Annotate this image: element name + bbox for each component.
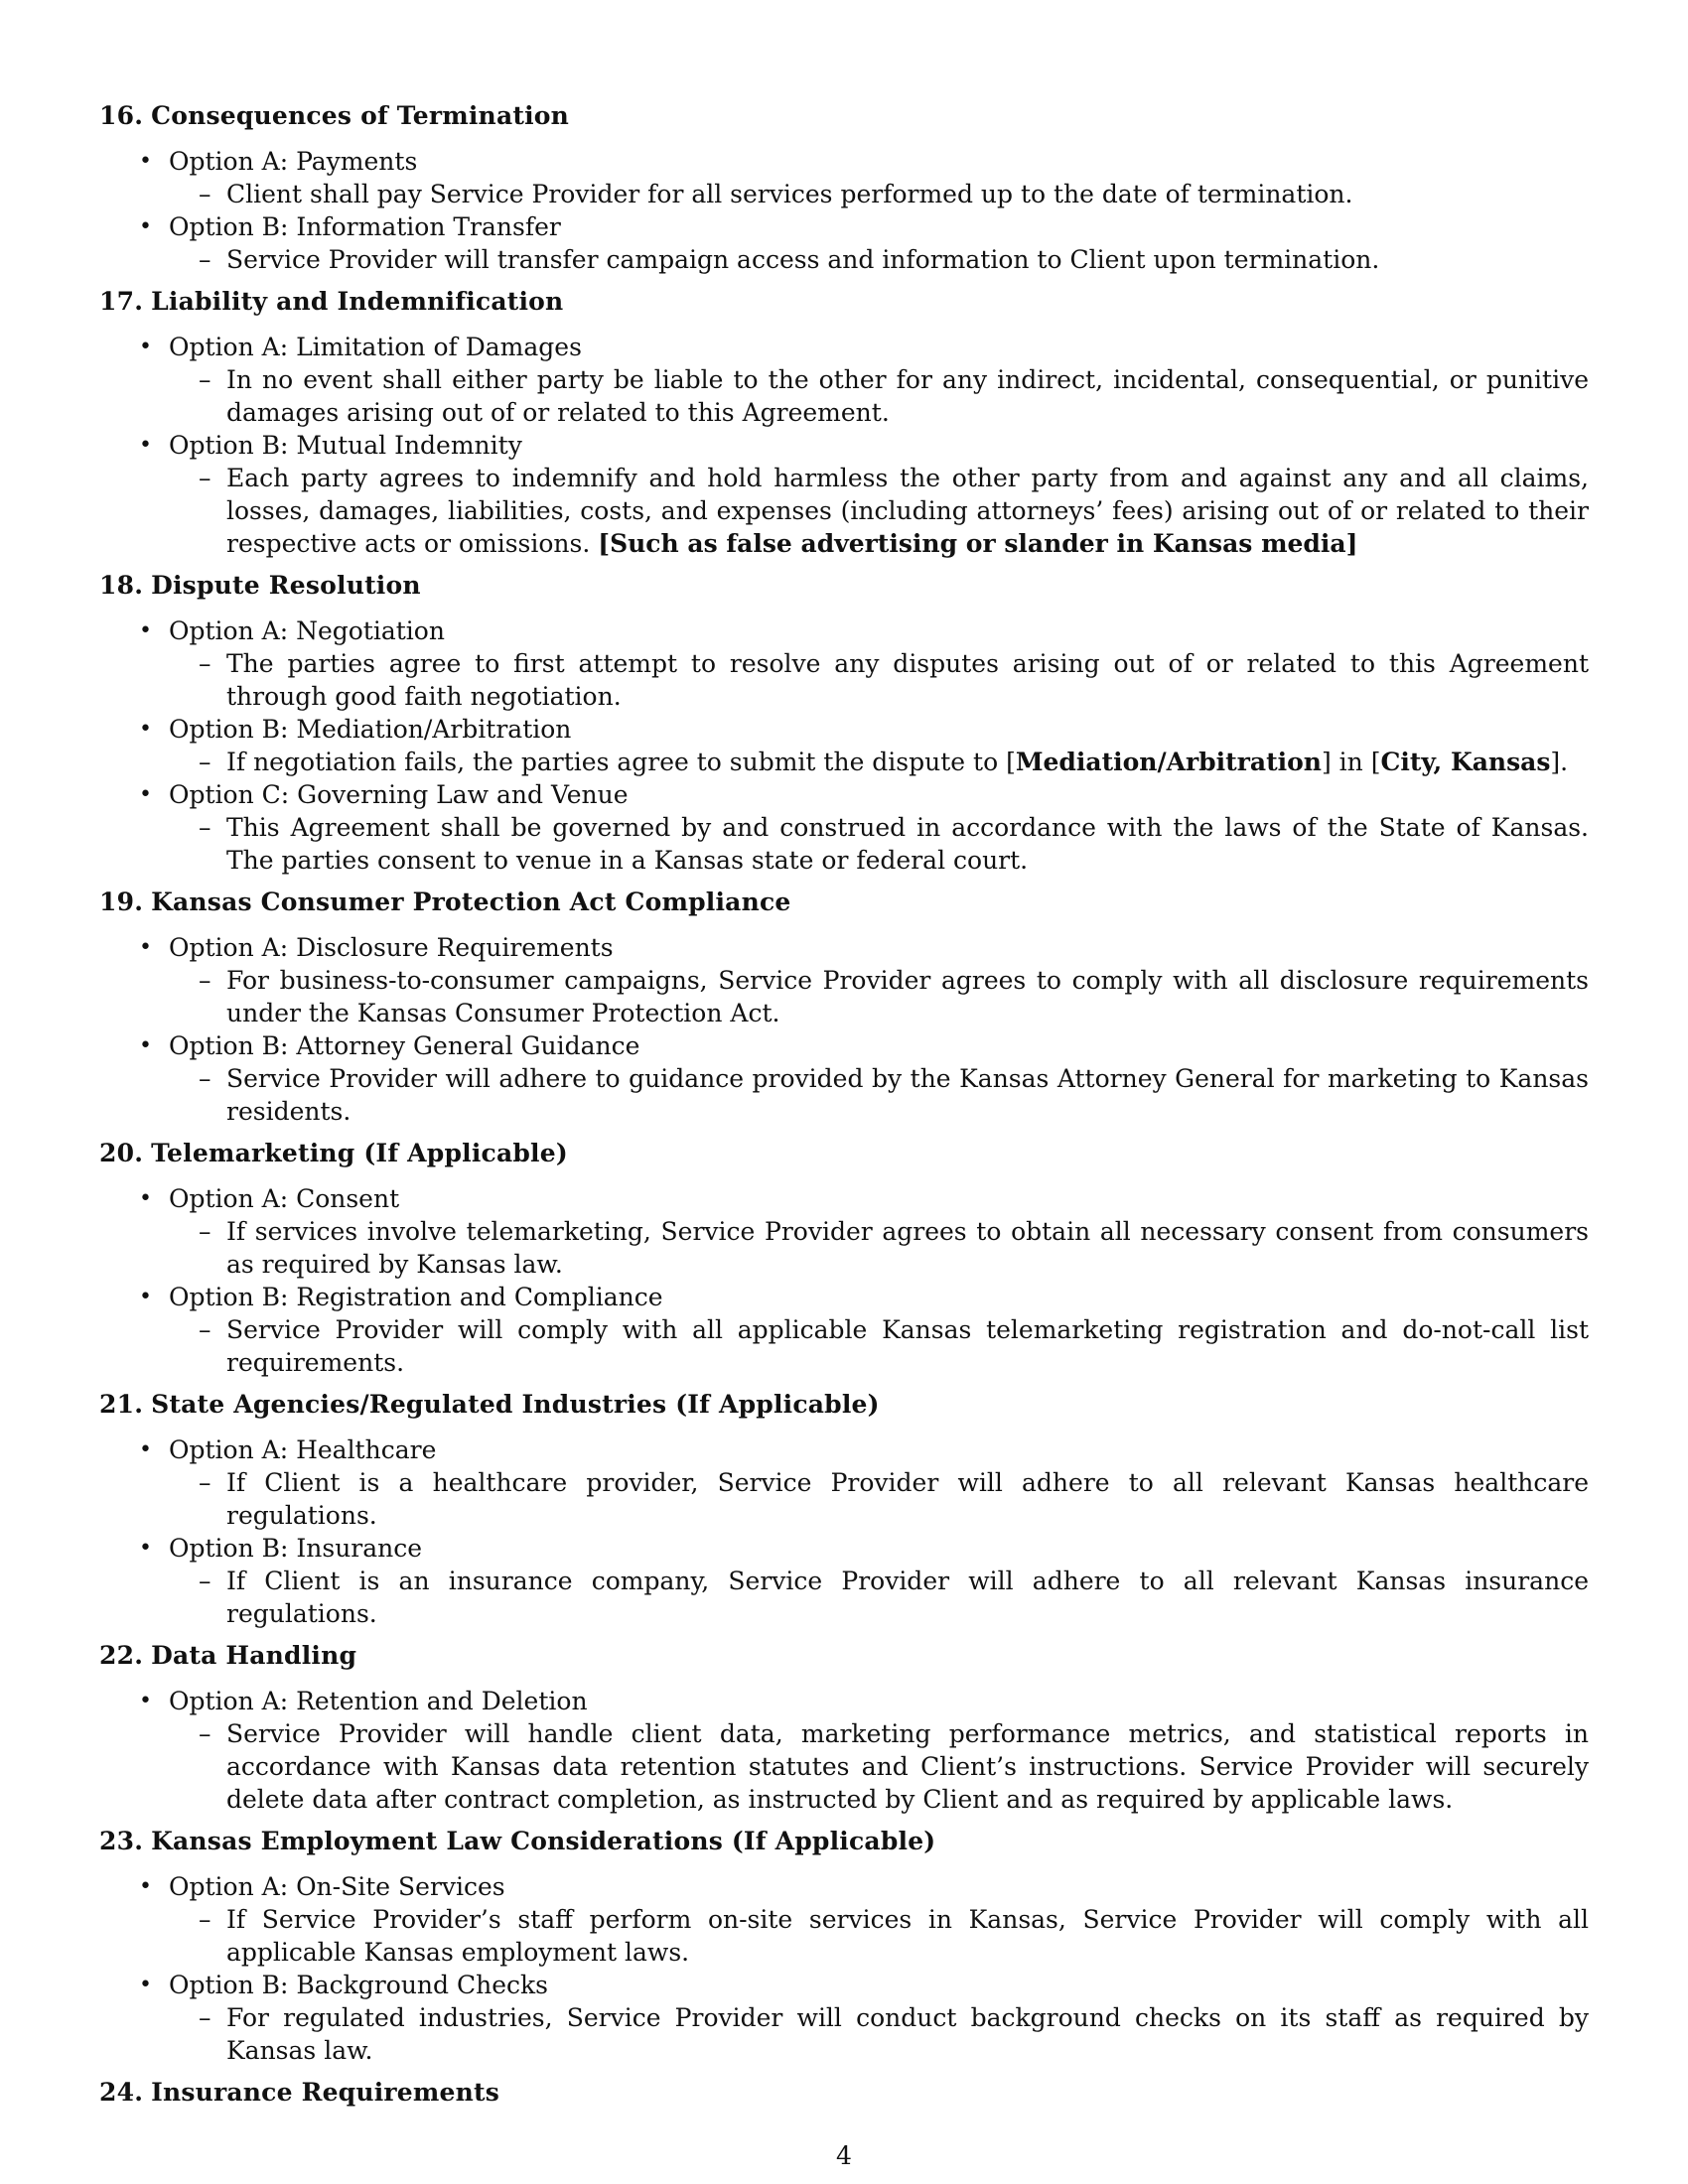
bullet-icon: •: [139, 717, 152, 742]
option-detail: [169, 1903, 1589, 1969]
option-label: Option A: On-Site Services: [169, 1872, 505, 1901]
section-number: 21.: [99, 1390, 144, 1419]
option-label: Option A: Limitation of Damages: [169, 333, 582, 361]
detail-text: If Client is an insurance company, Service Provider will adhere to all relevant Kansas insurance regulations.: [226, 1567, 1589, 1628]
section-heading: [99, 1137, 1589, 1169]
dash-icon: –: [199, 748, 211, 776]
option-label: Option A: Retention and Deletion: [169, 1687, 588, 1715]
option-list: [99, 1870, 1589, 2067]
dash-icon: –: [199, 245, 211, 274]
dash-icon: –: [199, 2003, 211, 2032]
section-title: Telemarketing (If Applicable): [151, 1139, 568, 1167]
option-detail: [169, 1062, 1589, 1128]
section-number: 18.: [99, 571, 144, 600]
option-label: Option A: Disclosure Requirements: [169, 933, 614, 962]
bullet-icon: •: [139, 433, 152, 458]
section-21: [99, 1388, 1589, 1630]
section-title: State Agencies/Regulated Industries (If Applicable): [151, 1390, 880, 1419]
option-label: Option A: Consent: [169, 1184, 400, 1213]
bullet-icon: •: [139, 214, 152, 239]
option-detail: [169, 243, 1589, 276]
dash-icon: –: [199, 1719, 211, 1748]
bullet-icon: •: [139, 1973, 152, 1997]
section-heading: [99, 1825, 1589, 1857]
section-title: Consequences of Termination: [151, 101, 570, 130]
detail-text: For regulated industries, Service Provider will conduct background checks on its staff as required by Kansas law.: [226, 2003, 1589, 2065]
section-23: [99, 1825, 1589, 2067]
option-item: [99, 778, 1589, 877]
option-label: Option B: Attorney General Guidance: [169, 1031, 640, 1060]
dash-icon: –: [199, 1468, 211, 1497]
option-detail: [169, 647, 1589, 713]
detail-text: The parties agree to first attempt to resolve any disputes arising out of or related to this Agreement through good faith negotiation.: [226, 649, 1589, 711]
option-detail: [169, 1215, 1589, 1281]
option-detail: [169, 1717, 1589, 1816]
dash-icon: –: [199, 649, 211, 678]
option-detail: [169, 746, 1589, 778]
section-title: Dispute Resolution: [151, 571, 421, 600]
section-title: Kansas Consumer Protection Act Compliance: [151, 887, 791, 916]
option-item: [99, 331, 1589, 429]
option-item: [99, 1870, 1589, 1969]
section-heading: [99, 1639, 1589, 1672]
option-label: Option A: Negotiation: [169, 616, 445, 645]
section-20: [99, 1137, 1589, 1379]
bullet-icon: •: [139, 1437, 152, 1462]
option-list: [99, 1433, 1589, 1630]
detail-emphasis: Mediation/Arbitration: [1015, 748, 1322, 776]
dash-icon: –: [199, 1217, 211, 1246]
option-item: [99, 1029, 1589, 1128]
option-list: [99, 1182, 1589, 1379]
detail-text: In no event shall either party be liable to the other for any indirect, incidental, consequential, or punitive damages arising out of or related to this Agreement.: [226, 365, 1589, 427]
section-number: 20.: [99, 1139, 144, 1167]
bullet-icon: •: [139, 782, 152, 807]
option-list: [99, 331, 1589, 560]
section-heading: [99, 886, 1589, 918]
detail-text: Service Provider will comply with all applicable Kansas telemarketing registration and do-not-call list requirements.: [226, 1315, 1589, 1377]
option-list: [99, 1685, 1589, 1816]
bullet-icon: •: [139, 149, 152, 174]
detail-text: Service Provider will transfer campaign access and information to Client upon termination.: [226, 245, 1380, 274]
detail-text: If negotiation fails, the parties agree to submit the dispute to [: [226, 748, 1016, 776]
dash-icon: –: [199, 1567, 211, 1595]
detail-text: If services involve telemarketing, Service Provider agrees to obtain all necessary consent from consumers as required by Kansas law.: [226, 1217, 1589, 1279]
document-body: [99, 99, 1589, 2121]
section-heading: [99, 99, 1589, 132]
option-detail: [169, 462, 1589, 560]
section-heading: [99, 1388, 1589, 1421]
option-detail: [169, 964, 1589, 1029]
bullet-icon: •: [139, 1285, 152, 1309]
dash-icon: –: [199, 1064, 211, 1093]
option-item: [99, 1532, 1589, 1630]
detail-text: For business-to-consumer campaigns, Service Provider agrees to comply with all disclosure requirements under the Kansas Consumer Protection Act.: [226, 966, 1589, 1027]
section-title: Insurance Requirements: [151, 2078, 500, 2107]
option-label: Option A: Healthcare: [169, 1435, 437, 1464]
option-label: Option B: Background Checks: [169, 1971, 548, 1999]
option-item: [99, 614, 1589, 713]
bullet-icon: •: [139, 1186, 152, 1211]
option-detail: [169, 1466, 1589, 1532]
section-17: [99, 285, 1589, 560]
option-label: Option C: Governing Law and Venue: [169, 780, 629, 809]
section-16: [99, 99, 1589, 276]
page-number: 4: [836, 2141, 852, 2170]
dash-icon: –: [199, 1905, 211, 1934]
dash-icon: –: [199, 464, 211, 492]
option-detail: [169, 1313, 1589, 1379]
section-heading: [99, 569, 1589, 602]
section-heading: [99, 2076, 1589, 2109]
dash-icon: –: [199, 1315, 211, 1344]
section-number: 16.: [99, 101, 144, 130]
section-18: [99, 569, 1589, 877]
option-detail: [169, 363, 1589, 429]
option-label: Option B: Insurance: [169, 1534, 423, 1563]
detail-text: Service Provider will handle client data, marketing performance metrics, and statistical reports in accordance with Kansas data retention statutes and Client’s instructions. Service Provider will securely delete data after contract completion, as instructed by Client and as required by applicable laws.: [226, 1719, 1589, 1814]
dash-icon: –: [199, 365, 211, 394]
detail-text: If Client is a healthcare provider, Service Provider will adhere to all relevant Kansas healthcare regulations.: [226, 1468, 1589, 1530]
option-detail: [169, 811, 1589, 877]
section-number: 22.: [99, 1641, 144, 1670]
bullet-icon: •: [139, 1689, 152, 1713]
option-list: [99, 614, 1589, 877]
detail-text: ] in [: [1321, 748, 1381, 776]
bullet-icon: •: [139, 1033, 152, 1058]
option-detail: [169, 2001, 1589, 2067]
option-item: [99, 1969, 1589, 2067]
option-item: [99, 145, 1589, 210]
section-22: [99, 1639, 1589, 1816]
detail-emphasis: [Such as false advertising or slander in Kansas media]: [598, 529, 1358, 558]
section-title: Data Handling: [151, 1641, 357, 1670]
bullet-icon: •: [139, 935, 152, 960]
option-label: Option A: Payments: [169, 147, 418, 176]
section-24: [99, 2076, 1589, 2109]
detail-text: ].: [1550, 748, 1569, 776]
section-number: 24.: [99, 2078, 144, 2107]
section-heading: [99, 285, 1589, 318]
option-item: [99, 713, 1589, 778]
section-title: Liability and Indemnification: [151, 287, 564, 316]
bullet-icon: •: [139, 1536, 152, 1561]
section-number: 19.: [99, 887, 144, 916]
section-number: 23.: [99, 1827, 144, 1855]
option-label: Option B: Registration and Compliance: [169, 1283, 663, 1311]
section-number: 17.: [99, 287, 144, 316]
option-list: [99, 931, 1589, 1128]
option-item: [99, 931, 1589, 1029]
bullet-icon: •: [139, 618, 152, 643]
option-detail: [169, 178, 1589, 210]
detail-text: This Agreement shall be governed by and construed in accordance with the laws of the State of Kansas. The parties consent to venue in a Kansas state or federal court.: [226, 813, 1589, 875]
dash-icon: –: [199, 966, 211, 995]
option-item: [99, 429, 1589, 560]
option-label: Option B: Mediation/Arbitration: [169, 715, 572, 744]
bullet-icon: •: [139, 1874, 152, 1899]
detail-text: Client shall pay Service Provider for all services performed up to the date of termination.: [226, 180, 1353, 208]
detail-emphasis: City, Kansas: [1380, 748, 1551, 776]
detail-text: Each party agrees to indemnify and hold harmless the other party from and against any and all claims, losses, damages, liabilities, costs, and expenses (including attorneys’ fees) arising out of or related to their respective acts or omissions.: [226, 464, 1589, 558]
option-item: [99, 1685, 1589, 1816]
detail-text: If Service Provider’s staff perform on-site services in Kansas, Service Provider will comply with all applicable Kansas employment laws.: [226, 1905, 1589, 1967]
option-list: [99, 145, 1589, 276]
dash-icon: –: [199, 180, 211, 208]
option-item: [99, 1182, 1589, 1281]
option-label: Option B: Mutual Indemnity: [169, 431, 522, 460]
option-item: [99, 210, 1589, 276]
option-label: Option B: Information Transfer: [169, 212, 561, 241]
bullet-icon: •: [139, 335, 152, 359]
option-item: [99, 1281, 1589, 1379]
section-title: Kansas Employment Law Considerations (If Applicable): [151, 1827, 936, 1855]
option-item: [99, 1433, 1589, 1532]
option-detail: [169, 1565, 1589, 1630]
detail-text: Service Provider will adhere to guidance provided by the Kansas Attorney General for marketing to Kansas residents.: [226, 1064, 1589, 1126]
dash-icon: –: [199, 813, 211, 842]
section-19: [99, 886, 1589, 1128]
